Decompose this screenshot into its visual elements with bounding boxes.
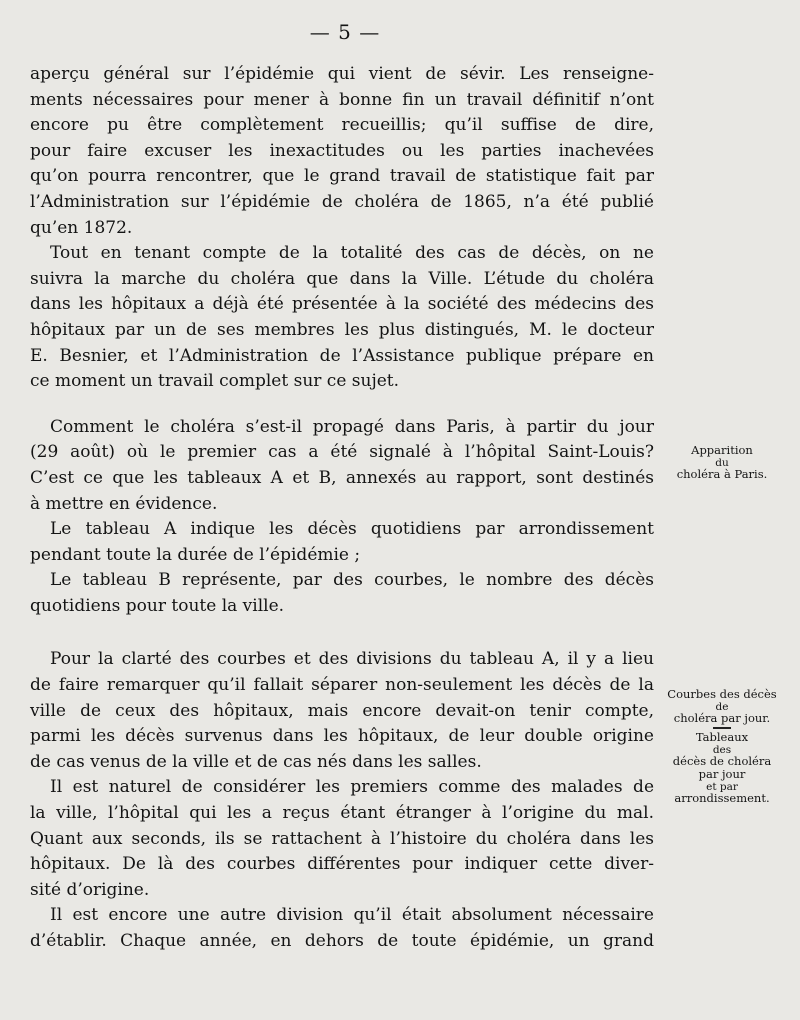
margin-note-line: du bbox=[715, 456, 729, 469]
paragraph-5 bbox=[30, 568, 654, 619]
paragraph-1 bbox=[30, 62, 654, 241]
text-line: suivra la marche du choléra que dans la Ville. L’étude du choléra bbox=[30, 268, 654, 289]
margin-note-line: choléra par jour. bbox=[673, 710, 771, 725]
margin-note-apparition bbox=[660, 444, 784, 481]
page-number: — 5 — bbox=[309, 20, 381, 44]
text-line: de faire remarquer qu’il fallait séparer non-seulement les décès de la bbox=[30, 675, 654, 696]
margin-note-courbes bbox=[660, 688, 784, 805]
text-line: hôpitaux. De là des courbes différentes pour indiquer cette diver- bbox=[30, 854, 654, 875]
margin-note-line: des bbox=[712, 743, 732, 756]
text-line: l’Administration sur l’épidémie de choléra de 1865, n’a été publié bbox=[30, 191, 654, 212]
text-line: de cas venus de la ville et de cas nés dans les salles. bbox=[30, 751, 482, 772]
paragraph-7 bbox=[30, 775, 654, 903]
text-line: d’établir. Chaque année, en dehors de toute épidémie, un grand bbox=[30, 931, 654, 951]
text-line: la ville, l’hôpital qui les a reçus étant étranger à l’origine du mal. bbox=[30, 803, 654, 824]
text-line: Quant aux seconds, ils se rattachent à l’histoire du choléra dans les bbox=[30, 828, 654, 849]
margin-note-line: et par bbox=[706, 780, 738, 793]
text-line: ville de ceux des hôpitaux, mais encore devait-on tenir compte, bbox=[30, 700, 654, 721]
text-line: encore pu être complètement recueillis; qu’il suffise de dire, bbox=[30, 115, 654, 136]
text-line: parmi les décès survenus dans les hôpitaux, de leur double origine bbox=[30, 726, 654, 747]
text-line: à mettre en évidence. bbox=[30, 493, 218, 514]
text-line: Il est encore une autre division qu’il était absolument nécessaire bbox=[50, 905, 654, 926]
text-line: qu’on pourra rencontrer, que le grand travail de statistique fait par bbox=[30, 166, 654, 187]
text-line: Le tableau A indique les décès quotidiens par arrondissement bbox=[50, 519, 654, 540]
text-line: (29 août) où le premier cas a été signalé à l’hôpital Saint-Louis? bbox=[30, 442, 654, 463]
text-line: pour faire excuser les inexactitudes ou les parties inachevées bbox=[30, 140, 654, 161]
paragraph-3 bbox=[30, 415, 654, 517]
margin-note-line: choléra à Paris. bbox=[676, 466, 768, 481]
text-line: ce moment un travail complet sur ce sujet. bbox=[30, 371, 400, 392]
paragraph-6 bbox=[30, 647, 654, 775]
margin-note-line: Courbes des décès bbox=[667, 687, 777, 701]
text-line: Le tableau B représente, par des courbes, le nombre des décès bbox=[50, 570, 654, 591]
text-line: Tout en tenant compte de la totalité des cas de décès, on ne bbox=[50, 243, 654, 264]
text-line: dans les hôpitaux a déjà été présentée à la société des médecins des bbox=[30, 294, 654, 315]
margin-note-line: Apparition bbox=[691, 443, 753, 457]
text-line: sité d’origine. bbox=[30, 879, 150, 900]
page-body bbox=[30, 62, 654, 955]
text-line: Pour la clarté des courbes et des divisions du tableau A, il y a lieu bbox=[50, 649, 654, 670]
text-line: C’est ce que les tableaux A et B, annexés au rapport, sont destinés bbox=[30, 467, 654, 488]
text-line: E. Besnier, et l’Administration de l’Assistance publique prépare en bbox=[30, 345, 654, 366]
margin-note-line: par jour bbox=[698, 767, 746, 781]
text-line: ments nécessaires pour mener à bonne fin un travail définitif n’ont bbox=[30, 89, 654, 110]
margin-note-line: Tableaux bbox=[695, 730, 749, 744]
margin-note-line: décès de choléra bbox=[672, 753, 772, 768]
text-line: pendant toute la durée de l’épidémie ; bbox=[30, 544, 361, 565]
paragraph-4 bbox=[30, 517, 654, 568]
text-line: qu’en 1872. bbox=[30, 217, 133, 238]
margin-note-line: arrondissement. bbox=[674, 790, 770, 805]
divider bbox=[713, 727, 731, 729]
paragraph-2 bbox=[30, 241, 654, 395]
text-line: Il est naturel de considérer les premiers comme des malades de bbox=[50, 777, 654, 798]
paragraph-8 bbox=[30, 903, 654, 954]
text-line: quotidiens pour toute la ville. bbox=[30, 595, 285, 616]
margin-note-line: de bbox=[715, 700, 729, 713]
text-line: aperçu général sur l’épidémie qui vient de sévir. Les renseigne- bbox=[30, 64, 654, 84]
text-line: Comment le choléra s’est-il propagé dans Paris, à partir du jour bbox=[50, 416, 654, 437]
text-line: hôpitaux par un de ses membres les plus distingués, M. le docteur bbox=[30, 319, 654, 340]
